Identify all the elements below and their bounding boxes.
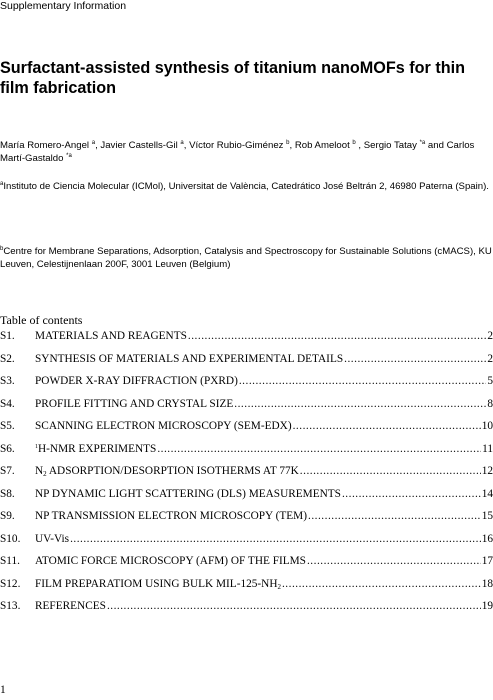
toc-entry-number: S3.	[0, 375, 15, 387]
toc-entry-title	[35, 398, 233, 410]
toc-entry[interactable]	[0, 465, 493, 488]
toc-entry[interactable]	[0, 488, 493, 511]
author-name: Carlos Martí-Gastaldo	[0, 140, 475, 164]
toc-entry-page: 5	[487, 375, 493, 387]
toc-entry-subscript: 2	[43, 470, 47, 478]
toc-dot-leader	[70, 533, 481, 545]
author-affiliation-mark: *a	[419, 140, 426, 146]
toc-entry-title	[35, 465, 299, 477]
toc-entry-page: 18	[481, 577, 493, 590]
toc-entry-number: S9.	[0, 510, 15, 522]
toc-entry[interactable]	[0, 578, 493, 601]
toc-entry-page: 2	[487, 330, 493, 342]
toc-entry-number: S6.	[0, 442, 15, 455]
toc-entry-title	[35, 353, 343, 365]
toc-entry-number: S5.	[0, 420, 15, 432]
toc-dot-leader	[344, 353, 486, 365]
toc-entry[interactable]	[0, 510, 493, 533]
toc-entry-title-text: REFERENCES	[35, 600, 106, 612]
toc-entry-page: 19	[481, 600, 493, 612]
toc-entry-title-text: SCANNING ELECTRON MICROSCOPY (SEM-EDX)	[35, 420, 292, 432]
toc-entry-page: 10	[481, 420, 493, 432]
paper-title: Surfactant-assisted synthesis of titanium nanoMOFs for thin film fabrication	[0, 59, 465, 97]
author-separator: ,	[183, 140, 190, 151]
toc-entry[interactable]	[0, 353, 493, 376]
toc-entry-page: 17	[481, 555, 493, 567]
toc-entry-number: S7.	[0, 465, 15, 477]
toc-entry-title-text: POWDER X-RAY DIFFRACTION (PXRD)	[35, 375, 238, 387]
toc-entry-title	[35, 330, 187, 342]
toc-entry-number: S2.	[0, 352, 15, 365]
page-number: 1	[0, 684, 6, 696]
toc-entry-page: 16	[481, 532, 493, 545]
toc-entry-title	[35, 510, 307, 522]
affiliation-text: Instituto de Ciencia Molecular (ICMol), Universitat de València, Catedrático José Beltrán 2, 46980 Paterna (Spain).	[3, 181, 489, 192]
toc-entry-title-text: MATERIALS AND REAGENTS	[35, 330, 187, 342]
author-affiliation-mark: *a	[66, 153, 72, 159]
toc-entry-page: 12	[481, 465, 493, 477]
author-name: Javier Castells-Gil	[100, 140, 178, 151]
toc-entry-title-text: UV-Vis	[35, 532, 70, 545]
author-separator: ,	[95, 140, 101, 151]
author-name: Víctor Rubio-Giménez	[189, 140, 284, 151]
toc-entry-page: 8	[487, 397, 493, 410]
toc-entry-page: 11	[482, 442, 493, 455]
toc-entry-title-text: SYNTHESIS OF MATERIALS AND EXPERIMENTAL DETAILS	[35, 352, 344, 365]
toc-entry-title	[35, 375, 238, 387]
toc-entry-number: S11.	[0, 555, 20, 567]
toc-entry-page: 2	[487, 352, 493, 365]
toc-entry-title	[35, 420, 292, 432]
toc-entry-title	[35, 533, 69, 545]
author-separator: ,	[355, 140, 364, 151]
toc-entry-subscript: 2	[277, 582, 281, 591]
toc-entry-title-prefix: N	[35, 465, 44, 477]
toc-entry-title	[35, 600, 106, 612]
author-name: María Romero-Angel	[0, 140, 90, 151]
toc-entry[interactable]	[0, 398, 493, 421]
toc-entry-title-text: ADSORPTION/DESORPTION ISOTHERMS AT 77K	[46, 465, 299, 477]
toc-entry-title	[35, 555, 306, 567]
toc-entry-title-text: ATOMIC FORCE MICROSCOPY (AFM) OF THE FILMS	[35, 555, 306, 567]
author-affiliation-mark: b	[286, 140, 290, 146]
author-separator: and	[425, 140, 447, 151]
toc-entry-title-text: PROFILE FITTING AND CRYSTAL SIZE	[35, 397, 234, 410]
toc-entry-number: S1.	[0, 330, 15, 342]
toc-entry[interactable]	[0, 420, 493, 443]
toc-dot-leader	[307, 555, 481, 567]
toc-entry-number: S12.	[0, 577, 21, 590]
table-of-contents	[0, 330, 493, 623]
toc-dot-leader	[308, 510, 481, 522]
toc-entry-title-text: H-NMR EXPERIMENTS	[38, 442, 157, 455]
affiliation-b	[0, 245, 493, 271]
toc-dot-leader	[300, 465, 481, 477]
toc-entry-title	[35, 488, 341, 500]
toc-dot-leader	[157, 443, 481, 455]
toc-dot-leader	[239, 375, 487, 387]
affiliation-mark: a	[0, 181, 4, 187]
toc-entry-number: S8.	[0, 487, 15, 500]
toc-entry[interactable]	[0, 600, 493, 623]
toc-dot-leader	[282, 578, 481, 590]
affiliation-text: Centre for Membrane Separations, Adsorption, Catalysis and Spectroscopy for Sustainable Solutions (cMACS), KU Leuven, Celestijnenlaan 200F, 3001 Leuven (Belgium)	[0, 246, 492, 270]
affiliation-mark: b	[0, 246, 4, 252]
toc-entry-superscript: 1	[35, 443, 38, 450]
affiliation-a	[0, 180, 493, 193]
toc-entry-number: S4.	[0, 397, 15, 410]
toc-entry[interactable]	[0, 443, 493, 466]
toc-entry-number: S13.	[0, 600, 21, 612]
toc-entry-title-text: NP DYNAMIC LIGHT SCATTERING (DLS) MEASUREMENTS	[35, 487, 341, 500]
toc-entry[interactable]	[0, 533, 493, 556]
toc-dot-leader	[293, 420, 481, 432]
author-name: Sergio Tatay	[363, 140, 417, 151]
toc-entry-title-text: FILM PREPARATIOM USING BULK MIL-125-NH	[35, 577, 278, 590]
running-header: Supplementary Information	[0, 0, 127, 12]
toc-entry-page: 14	[481, 487, 493, 500]
author-list	[0, 139, 493, 165]
toc-entry[interactable]	[0, 375, 493, 398]
author-affiliation-mark: a	[91, 140, 96, 146]
author-separator: ,	[289, 140, 295, 151]
toc-entry-number: S10.	[0, 532, 21, 545]
author-name: Rob Ameloot	[294, 140, 350, 151]
toc-entry[interactable]	[0, 555, 493, 578]
toc-dot-leader	[342, 488, 481, 500]
toc-entry-page: 15	[481, 510, 493, 522]
toc-entry-title	[35, 443, 156, 455]
toc-entry[interactable]	[0, 330, 493, 353]
toc-heading: Table of contents	[0, 313, 83, 327]
toc-entry-title-text: NP TRANSMISSION ELECTRON MICROSCOPY (TEM)	[35, 510, 307, 522]
toc-entry-title	[35, 578, 281, 590]
toc-dot-leader	[188, 330, 486, 342]
toc-dot-leader	[234, 398, 486, 410]
author-affiliation-mark: a	[180, 140, 184, 146]
author-affiliation-mark: b	[352, 140, 356, 146]
toc-dot-leader	[107, 600, 481, 612]
